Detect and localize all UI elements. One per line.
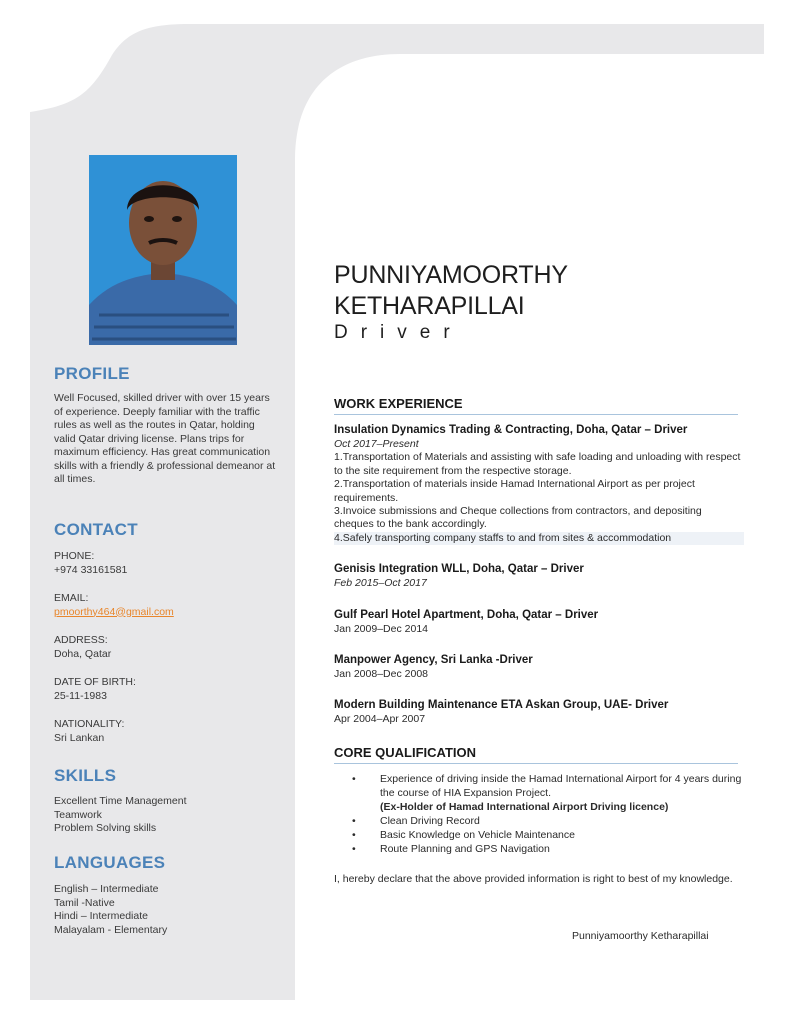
dob-value: 25-11-1983: [54, 689, 107, 702]
job-duty: 1.Transportation of Materials and assisting with safe loading and unloading with respect to the site requirement from the respective storage.: [334, 451, 741, 477]
profile-photo: [89, 155, 237, 345]
job-role: Driver: [334, 322, 463, 343]
job-entry: [334, 653, 744, 681]
email-label: EMAIL:: [54, 592, 89, 604]
job-entry: [334, 698, 744, 726]
candidate-name: [334, 260, 568, 322]
address-item: [54, 634, 279, 661]
job-title: Manpower Agency, Sri Lanka -Driver: [334, 654, 533, 667]
address-value: Doha, Qatar: [54, 647, 112, 660]
job-duty: 3.Invoice submissions and Cheque collections from contractors, and depositing cheques to the bank accordingly.: [334, 505, 702, 531]
work-experience-section: [334, 423, 744, 744]
skill-item: Excellent Time Management: [54, 795, 187, 807]
email-link[interactable]: pmoorthy464@gmail.com: [54, 605, 174, 618]
qualification-text: Experience of driving inside the Hamad International Airport for 4 years during the course of HIA Expansion Project.: [380, 773, 742, 799]
skills-heading: SKILLS: [54, 766, 117, 785]
job-title: Insulation Dynamics Trading & Contracting, Doha, Qatar – Driver: [334, 424, 688, 436]
skills-list: [54, 795, 279, 836]
bullet-icon: •: [352, 815, 356, 827]
qualification-item: [352, 772, 742, 814]
address-label: ADDRESS:: [54, 634, 108, 646]
job-duty: 4.Safely transporting company staffs to and from sites & accommodation: [334, 532, 744, 545]
bullet-icon: •: [352, 843, 356, 855]
languages-list: [54, 883, 279, 937]
skill-item: Teamwork: [54, 808, 102, 821]
qualification-item: [352, 828, 742, 842]
job-title: Gulf Pearl Hotel Apartment, Doha, Qatar – Driver: [334, 608, 599, 621]
nationality-value: Sri Lankan: [54, 731, 105, 744]
nationality-label: NATIONALITY:: [54, 718, 125, 730]
job-entry: [334, 562, 744, 590]
phone-label: PHONE:: [54, 550, 95, 562]
contact-section: [54, 550, 279, 760]
qualification-text: Route Planning and GPS Navigation: [380, 843, 550, 855]
phone-value: +974 33161581: [54, 563, 128, 576]
job-title: Modern Building Maintenance ETA Askan Group, UAE- Driver: [334, 699, 669, 712]
profile-heading: PROFILE: [54, 364, 130, 383]
qualification-item: [352, 842, 742, 856]
qualification-text: Basic Knowledge on Vehicle Maintenance: [380, 829, 575, 841]
job-title: Genisis Integration WLL, Doha, Qatar – Driver: [334, 563, 584, 576]
qualification-list: [352, 772, 742, 856]
job-date: Feb 2015–Oct 2017: [334, 577, 427, 590]
language-item: Hindi – Intermediate: [54, 910, 148, 922]
job-date: Apr 2004–Apr 2007: [334, 713, 426, 726]
name-line-2: KETHARAPILLAI: [334, 292, 525, 320]
dob-label: DATE OF BIRTH:: [54, 676, 136, 688]
email-item: [54, 592, 279, 619]
job-duty: 2.Transportation of materials inside Hamad International Airport as per project requirements.: [334, 478, 695, 504]
declaration: I, hereby declare that the above provided information is right to best of my knowledge.: [334, 873, 733, 885]
languages-heading: LANGUAGES: [54, 853, 166, 872]
qualification-item: [352, 814, 742, 828]
contact-heading: CONTACT: [54, 520, 138, 539]
job-entry: [334, 608, 744, 636]
job-date: Oct 2017–Present: [334, 438, 419, 450]
qualification-note: (Ex-Holder of Hamad International Airport Driving licence): [380, 801, 669, 813]
dob-item: [54, 676, 279, 703]
job-entry: [334, 423, 744, 545]
core-qualification-heading: CORE QUALIFICATION: [334, 745, 738, 764]
bullet-icon: •: [352, 773, 356, 785]
nationality-item: [54, 718, 279, 745]
profile-summary: Well Focused, skilled driver with over 15 years of experience. Deeply familiar with the traffic rules as well as the routes in Qatar, holding valid Qatar driving license. Plans trips for maximum efficiency. Has great communication skills with a friendly & professional demeanor at all times.: [54, 392, 276, 485]
work-experience-heading: WORK EXPERIENCE: [334, 396, 738, 415]
language-item: Malayalam - Elementary: [54, 923, 168, 936]
phone-item: [54, 550, 279, 577]
signature: Punniyamoorthy Ketharapillai: [572, 930, 709, 942]
qualification-text: Clean Driving Record: [380, 815, 480, 827]
language-item: English – Intermediate: [54, 883, 159, 895]
job-date: Jan 2008–Dec 2008: [334, 668, 428, 681]
name-line-1: PUNNIYAMOORTHY: [334, 261, 568, 289]
skill-item: Problem Solving skills: [54, 822, 157, 834]
bullet-icon: •: [352, 829, 356, 841]
language-item: Tamil -Native: [54, 896, 115, 909]
job-date: Jan 2009–Dec 2014: [334, 622, 428, 635]
